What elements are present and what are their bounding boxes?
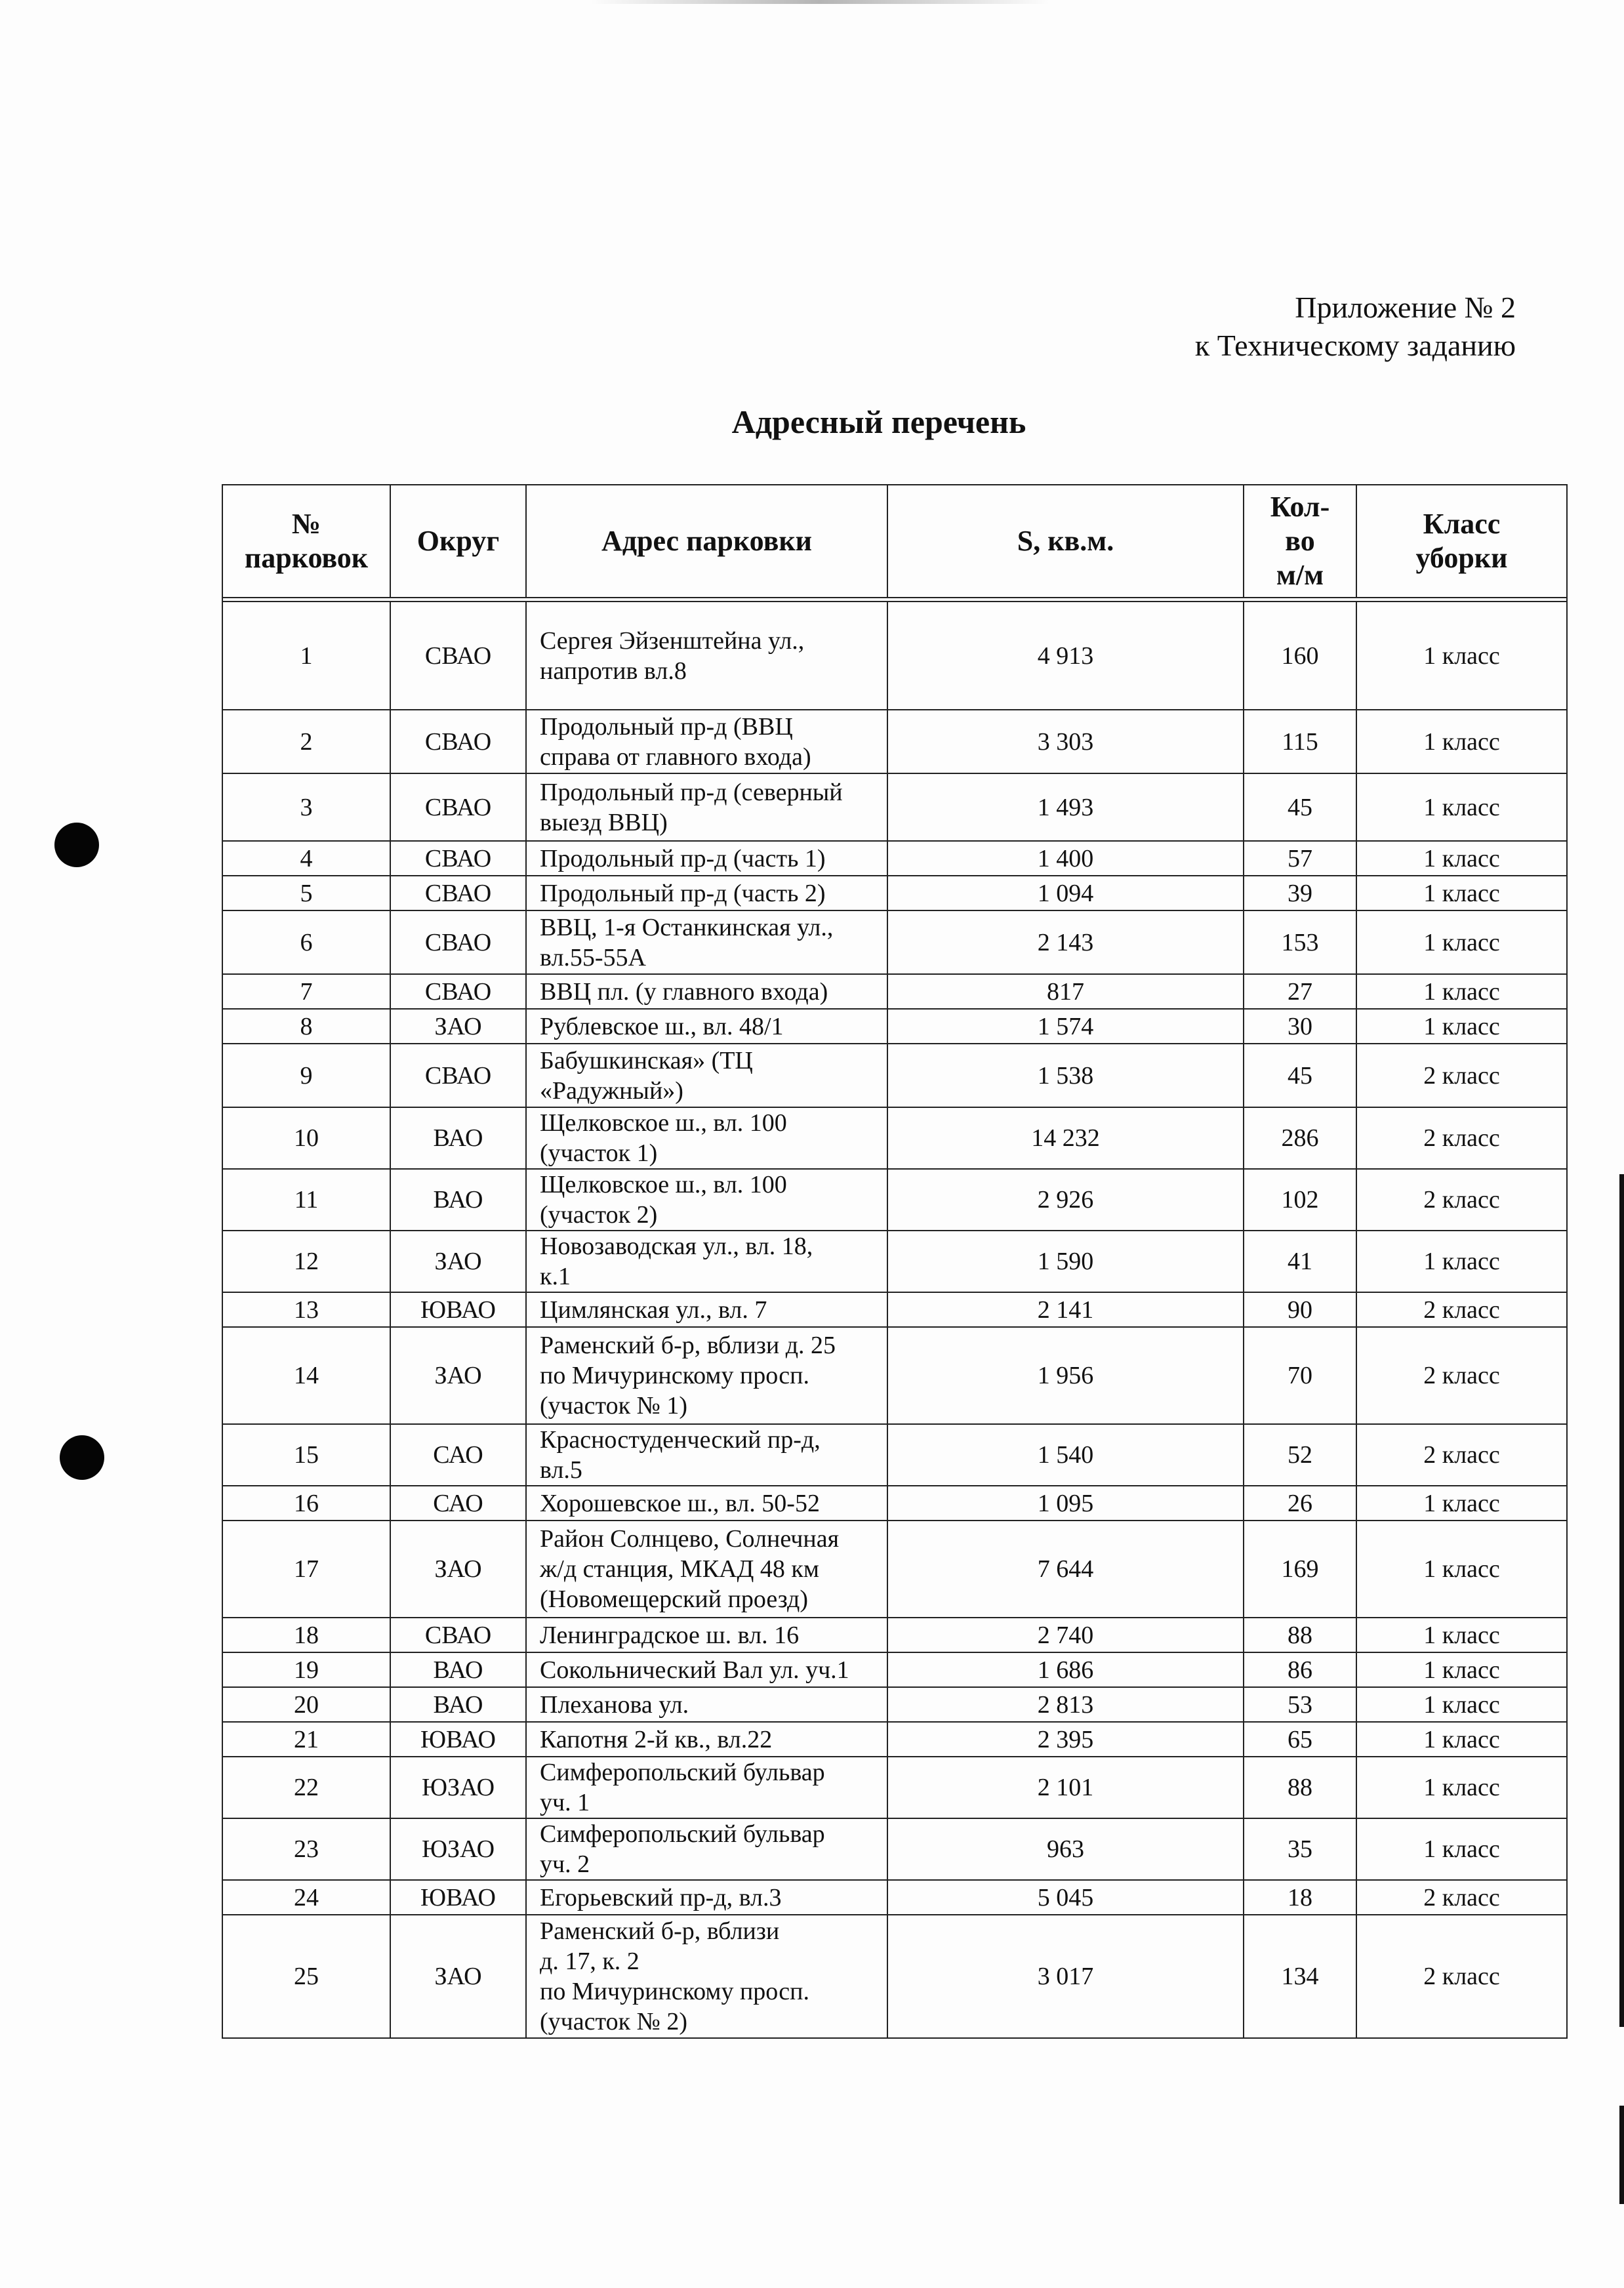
row-number-cell: 2 [222,710,390,773]
spaces-cell: 286 [1244,1107,1356,1169]
class-cell: 2 класс [1356,1880,1567,1915]
district-cell: ЮВАО [390,1722,526,1757]
address-line: уч. 2 [540,1850,590,1878]
class-cell: 1 класс [1356,1818,1567,1880]
header-text: парковок [244,542,369,574]
district-cell: ЗАО [390,1009,526,1044]
address-line: Раменский б-р, вблизи д. 25 [540,1332,836,1359]
area-cell: 1 686 [887,1652,1244,1687]
class-cell: 1 класс [1356,1486,1567,1521]
header-text: № [291,508,321,540]
address-line: Бабушкинская» (ТЦ [540,1046,753,1074]
column-header-number [222,485,390,598]
table-row [222,1722,1567,1757]
address-cell [526,1521,887,1618]
class-cell: 1 класс [1356,1722,1567,1757]
address-line: напротив вл.8 [540,657,687,685]
spaces-cell: 57 [1244,841,1356,876]
address-cell [526,1486,887,1521]
table-row [222,1292,1567,1327]
district-cell: ЗАО [390,1915,526,2038]
area-cell: 3 303 [887,710,1244,773]
row-number-cell: 7 [222,974,390,1009]
spaces-cell: 39 [1244,876,1356,910]
address-cell [526,710,887,773]
address-cell [526,602,887,710]
spaces-cell: 30 [1244,1009,1356,1044]
spaces-cell: 65 [1244,1722,1356,1757]
address-line: Щелковское ш., вл. 100 [540,1171,787,1198]
address-line: Продольный пр-д (ВВЦ [540,712,793,741]
address-line: Сокольнический Вал ул. уч.1 [540,1656,849,1684]
district-cell: ЮВАО [390,1292,526,1327]
table-row [222,1169,1567,1231]
row-number-cell: 3 [222,773,390,841]
address-line: Продольный пр-д (северный [540,778,843,806]
class-cell: 1 класс [1356,910,1567,974]
area-cell: 1 400 [887,841,1244,876]
area-cell: 5 045 [887,1880,1244,1915]
address-cell [526,974,887,1009]
address-cell [526,1169,887,1231]
class-cell: 1 класс [1356,710,1567,773]
spaces-cell: 86 [1244,1652,1356,1687]
address-line: по Мичуринскому просп. [540,1362,809,1389]
address-line: Симферопольский бульвар [540,1820,825,1848]
address-line: Сергея Эйзенштейна ул., [540,626,805,655]
class-cell: 1 класс [1356,841,1567,876]
district-cell: СВАО [390,773,526,841]
address-line: ВВЦ пл. (у главного входа) [540,977,828,1006]
class-cell: 1 класс [1356,773,1567,841]
row-number-cell: 18 [222,1618,390,1652]
table-row [222,1818,1567,1880]
table-row [222,1880,1567,1915]
address-line: ж/д станция, МКАД 48 км [540,1555,819,1583]
spaces-cell: 102 [1244,1169,1356,1231]
area-cell: 963 [887,1818,1244,1880]
row-number-cell: 12 [222,1231,390,1292]
district-cell: СВАО [390,841,526,876]
class-cell: 2 класс [1356,1292,1567,1327]
scan-edge-mark [1619,2106,1624,2204]
area-cell: 2 926 [887,1169,1244,1231]
table-row [222,1521,1567,1618]
table-row [222,1757,1567,1818]
district-cell: ВАО [390,1652,526,1687]
area-cell: 1 095 [887,1486,1244,1521]
address-line: к.1 [540,1263,571,1290]
address-line: Красностуденческий пр-д, [540,1426,821,1454]
column-header-spaces [1244,485,1356,598]
class-cell: 1 класс [1356,1618,1567,1652]
appendix-reference [1195,289,1516,365]
address-cell [526,1722,887,1757]
table-row [222,876,1567,910]
area-cell: 2 143 [887,910,1244,974]
address-line: (Новомещерский проезд) [540,1585,809,1613]
address-line: «Радужный») [540,1076,683,1105]
row-number-cell: 11 [222,1169,390,1231]
table-body [222,602,1567,2038]
column-header-district: Округ [390,485,526,598]
row-number-cell: 24 [222,1880,390,1915]
address-line: (участок 2) [540,1201,658,1229]
row-number-cell: 10 [222,1107,390,1169]
spaces-cell: 26 [1244,1486,1356,1521]
spaces-cell: 169 [1244,1521,1356,1618]
district-cell: ВАО [390,1687,526,1722]
address-cell [526,1618,887,1652]
address-cell [526,910,887,974]
area-cell: 1 538 [887,1044,1244,1107]
spaces-cell: 90 [1244,1292,1356,1327]
address-cell [526,1292,887,1327]
address-line: вл.5 [540,1456,582,1484]
address-line: Рублевское ш., вл. 48/1 [540,1012,784,1040]
class-cell: 1 класс [1356,974,1567,1009]
area-cell: 4 913 [887,602,1244,710]
district-cell: ЗАО [390,1521,526,1618]
address-cell [526,1424,887,1486]
address-line: Раменский б-р, вблизи [540,1917,780,1945]
area-cell: 1 590 [887,1231,1244,1292]
appendix-line: Приложение № 2 [1295,291,1516,324]
address-line: Капотня 2-й кв., вл.22 [540,1725,773,1753]
address-cell [526,1044,887,1107]
class-cell: 2 класс [1356,1044,1567,1107]
class-cell: 1 класс [1356,1231,1567,1292]
area-cell: 1 094 [887,876,1244,910]
district-cell: ВАО [390,1169,526,1231]
spaces-cell: 35 [1244,1818,1356,1880]
table-row [222,1486,1567,1521]
row-number-cell: 20 [222,1687,390,1722]
class-cell: 1 класс [1356,602,1567,710]
row-number-cell: 14 [222,1327,390,1424]
address-line: Плеханова ул. [540,1690,689,1719]
row-number-cell: 6 [222,910,390,974]
class-cell: 2 класс [1356,1107,1567,1169]
address-cell [526,1757,887,1818]
address-line: Продольный пр-д (часть 1) [540,844,826,872]
address-cell [526,841,887,876]
class-cell: 1 класс [1356,1687,1567,1722]
row-number-cell: 4 [222,841,390,876]
spaces-cell: 18 [1244,1880,1356,1915]
area-cell: 2 141 [887,1292,1244,1327]
spaces-cell: 160 [1244,602,1356,710]
district-cell: САО [390,1424,526,1486]
row-number-cell: 16 [222,1486,390,1521]
district-cell: ЮВАО [390,1880,526,1915]
area-cell: 1 540 [887,1424,1244,1486]
column-header-class [1356,485,1567,598]
district-cell: СВАО [390,1044,526,1107]
class-cell: 1 класс [1356,1757,1567,1818]
table-row [222,1009,1567,1044]
district-cell: СВАО [390,602,526,710]
address-line: выезд ВВЦ) [540,808,668,836]
area-cell: 2 101 [887,1757,1244,1818]
address-cell [526,1009,887,1044]
address-cell [526,876,887,910]
district-cell: САО [390,1486,526,1521]
area-cell: 817 [887,974,1244,1009]
address-line: Цимлянская ул., вл. 7 [540,1296,767,1324]
table-row [222,773,1567,841]
table-row [222,1231,1567,1292]
area-cell: 2 740 [887,1618,1244,1652]
class-cell: 1 класс [1356,1521,1567,1618]
row-number-cell: 22 [222,1757,390,1818]
table-row [222,1327,1567,1424]
punch-hole [60,1435,104,1480]
address-cell [526,1880,887,1915]
spaces-cell: 153 [1244,910,1356,974]
address-cell [526,1327,887,1424]
spaces-cell: 88 [1244,1757,1356,1818]
punch-hole [54,823,99,867]
address-cell [526,1915,887,2038]
area-cell: 2 395 [887,1722,1244,1757]
spaces-cell: 53 [1244,1687,1356,1722]
row-number-cell: 9 [222,1044,390,1107]
class-cell: 2 класс [1356,1327,1567,1424]
spaces-cell: 115 [1244,710,1356,773]
table-row [222,1044,1567,1107]
area-cell: 2 813 [887,1687,1244,1722]
address-line: Новозаводская ул., вл. 18, [540,1233,813,1260]
row-number-cell: 8 [222,1009,390,1044]
table-row [222,1652,1567,1687]
header-text: во [1285,525,1315,557]
address-line: (участок № 1) [540,1392,687,1420]
class-cell: 2 класс [1356,1424,1567,1486]
row-number-cell: 15 [222,1424,390,1486]
table-row [222,1915,1567,2038]
scan-smudge [590,0,1049,4]
address-cell [526,1231,887,1292]
address-cell [526,773,887,841]
address-line: Щелковское ш., вл. 100 [540,1109,787,1137]
area-cell: 7 644 [887,1521,1244,1618]
address-line: уч. 1 [540,1789,590,1816]
scan-edge-mark [1619,1174,1624,2027]
row-number-cell: 25 [222,1915,390,2038]
class-cell: 1 класс [1356,876,1567,910]
header-text: уборки [1415,542,1508,574]
spaces-cell: 70 [1244,1327,1356,1424]
table-row [222,1618,1567,1652]
address-cell [526,1687,887,1722]
address-cell [526,1818,887,1880]
district-cell: ЮЗАО [390,1818,526,1880]
address-line: Симферопольский бульвар [540,1759,825,1786]
spaces-cell: 45 [1244,1044,1356,1107]
row-number-cell: 19 [222,1652,390,1687]
address-line: д. 17, к. 2 [540,1948,639,1975]
table-row [222,602,1567,710]
row-number-cell: 23 [222,1818,390,1880]
column-header-area: S, кв.м. [887,485,1244,598]
table-header-row [222,485,1567,598]
address-cell [526,1107,887,1169]
table-row [222,1107,1567,1169]
address-line: по Мичуринскому просп. [540,1978,809,2005]
table-row [222,1424,1567,1486]
table-row [222,710,1567,773]
row-number-cell: 21 [222,1722,390,1757]
spaces-cell: 88 [1244,1618,1356,1652]
area-cell: 1 574 [887,1009,1244,1044]
row-number-cell: 13 [222,1292,390,1327]
district-cell: СВАО [390,1618,526,1652]
district-cell: ЗАО [390,1327,526,1424]
parking-table [222,484,1568,2039]
district-cell: СВАО [390,710,526,773]
address-line: Егорьевский пр-д, вл.3 [540,1883,782,1911]
class-cell: 1 класс [1356,1009,1567,1044]
address-cell [526,1652,887,1687]
document-title: Адресный перечень [731,403,1026,440]
address-line: (участок № 2) [540,2008,687,2035]
district-cell: ЗАО [390,1231,526,1292]
area-cell: 14 232 [887,1107,1244,1169]
spaces-cell: 27 [1244,974,1356,1009]
district-cell: СВАО [390,974,526,1009]
table-row [222,910,1567,974]
row-number-cell: 1 [222,602,390,710]
header-text: Класс [1423,508,1501,540]
district-cell: СВАО [390,876,526,910]
spaces-cell: 45 [1244,773,1356,841]
district-cell: СВАО [390,910,526,974]
address-line: Район Солнцево, Солнечная [540,1525,840,1553]
address-line: ВВЦ, 1-я Останкинская ул., [540,913,834,941]
header-text: Кол- [1270,491,1330,523]
appendix-line: к Техническому заданию [1194,329,1516,362]
table-row [222,974,1567,1009]
area-cell: 1 956 [887,1327,1244,1424]
address-line: Ленинградское ш. вл. 16 [540,1621,800,1649]
spaces-cell: 41 [1244,1231,1356,1292]
table-row [222,1687,1567,1722]
address-line: справа от главного входа) [540,743,811,771]
row-number-cell: 17 [222,1521,390,1618]
class-cell: 2 класс [1356,1169,1567,1231]
area-cell: 1 493 [887,773,1244,841]
district-cell: ЮЗАО [390,1757,526,1818]
spaces-cell: 52 [1244,1424,1356,1486]
table-row [222,841,1567,876]
address-line: Продольный пр-д (часть 2) [540,879,826,907]
address-line: Хорошевское ш., вл. 50-52 [540,1489,820,1517]
spaces-cell: 134 [1244,1915,1356,2038]
district-cell: ВАО [390,1107,526,1169]
header-text: м/м [1276,559,1324,591]
area-cell: 3 017 [887,1915,1244,2038]
class-cell: 1 класс [1356,1652,1567,1687]
column-header-address: Адрес парковки [526,485,887,598]
address-line: вл.55-55А [540,943,647,971]
address-line: (участок 1) [540,1139,658,1167]
class-cell: 2 класс [1356,1915,1567,2038]
row-number-cell: 5 [222,876,390,910]
